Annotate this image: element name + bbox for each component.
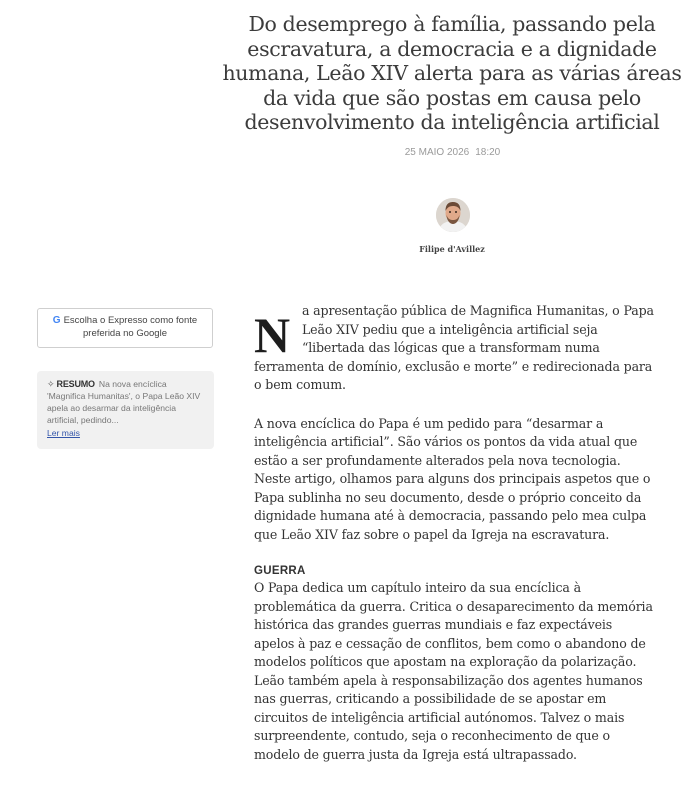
read-more-link[interactable]: Ler mais — [47, 428, 80, 438]
google-g-icon: G — [52, 315, 61, 326]
publish-time: 18:20 — [475, 147, 501, 158]
paragraph-2: A nova encíclica do Papa é um pedido para “desarmar a inteligência artificial”. São vários os pontos da vida atual que estão a ser profundamente alterados pela nova tecnologia. Neste artigo, olhamos para alguns dos principais aspetos que o Papa sublinha no seu documento, desde o próprio conceito da dignidade humana até à democracia, passando pelo mea culpa que Leão XIV faz sobre o papel da Igreja na escravatura. — [254, 415, 651, 542]
drop-cap: N — [254, 307, 290, 363]
summary-label: RESUMO — [56, 379, 95, 389]
paragraph-1-text: a apresentação pública de Magnifica Humanitas, o Papa Leão XIV pediu que a inteligência artificial seja “libertada das lógicas que a transformam numa ferramenta de domínio, exclusão e morte” e redirecionada para o bem comum. — [254, 303, 654, 392]
paragraph-1 — [254, 302, 654, 395]
google-preference-label: Escolha o Expresso como fonte preferida no Google — [63, 315, 198, 339]
paragraph-3: O Papa dedica um capítulo inteiro da sua encíclica à problemática da guerra. Critica o desaparecimento da memória histórica das grandes guerras mundiais e faz expectáveis apelos à paz e cessação de conflitos, bem como o abandono de modelos políticos que apostam na exploração da polarização. Leão também apela à responsabilização dos agentes humanos nas guerras, criticando a possibilidade de se apostar em circuitos de inteligência artificial autónomos. Talvez o mais surpreendente, contudo, seja o reconhecimento de que o modelo de guerra justa da Igreja está ultrapassado. — [254, 580, 653, 762]
publish-date: 25 MAIO 2026 — [404, 147, 470, 158]
author-avatar[interactable] — [436, 198, 470, 232]
summary-box — [37, 371, 214, 449]
summary-text: Na nova encíclica 'Magnifica Humanitas', o Papa Leão XIV apela ao desarmar da inteligência artificial, pedindo... — [47, 379, 201, 425]
author-photo-icon — [436, 198, 470, 232]
author-name[interactable]: Filipe d'Avillez — [419, 244, 485, 254]
article-subtitle: Do desemprego à família, passando pela escravatura, a democracia e a dignidade humana, Leão XIV alerta para as várias áreas da vida que são postas em causa pelo desenvolvimento da inteligência artificial — [222, 12, 682, 134]
publish-dateline — [360, 147, 545, 158]
article-body — [254, 302, 654, 784]
sparkle-icon: ✧ — [47, 379, 55, 389]
section-heading: GUERRA — [254, 565, 306, 577]
google-preferred-source-button[interactable] — [37, 308, 213, 348]
